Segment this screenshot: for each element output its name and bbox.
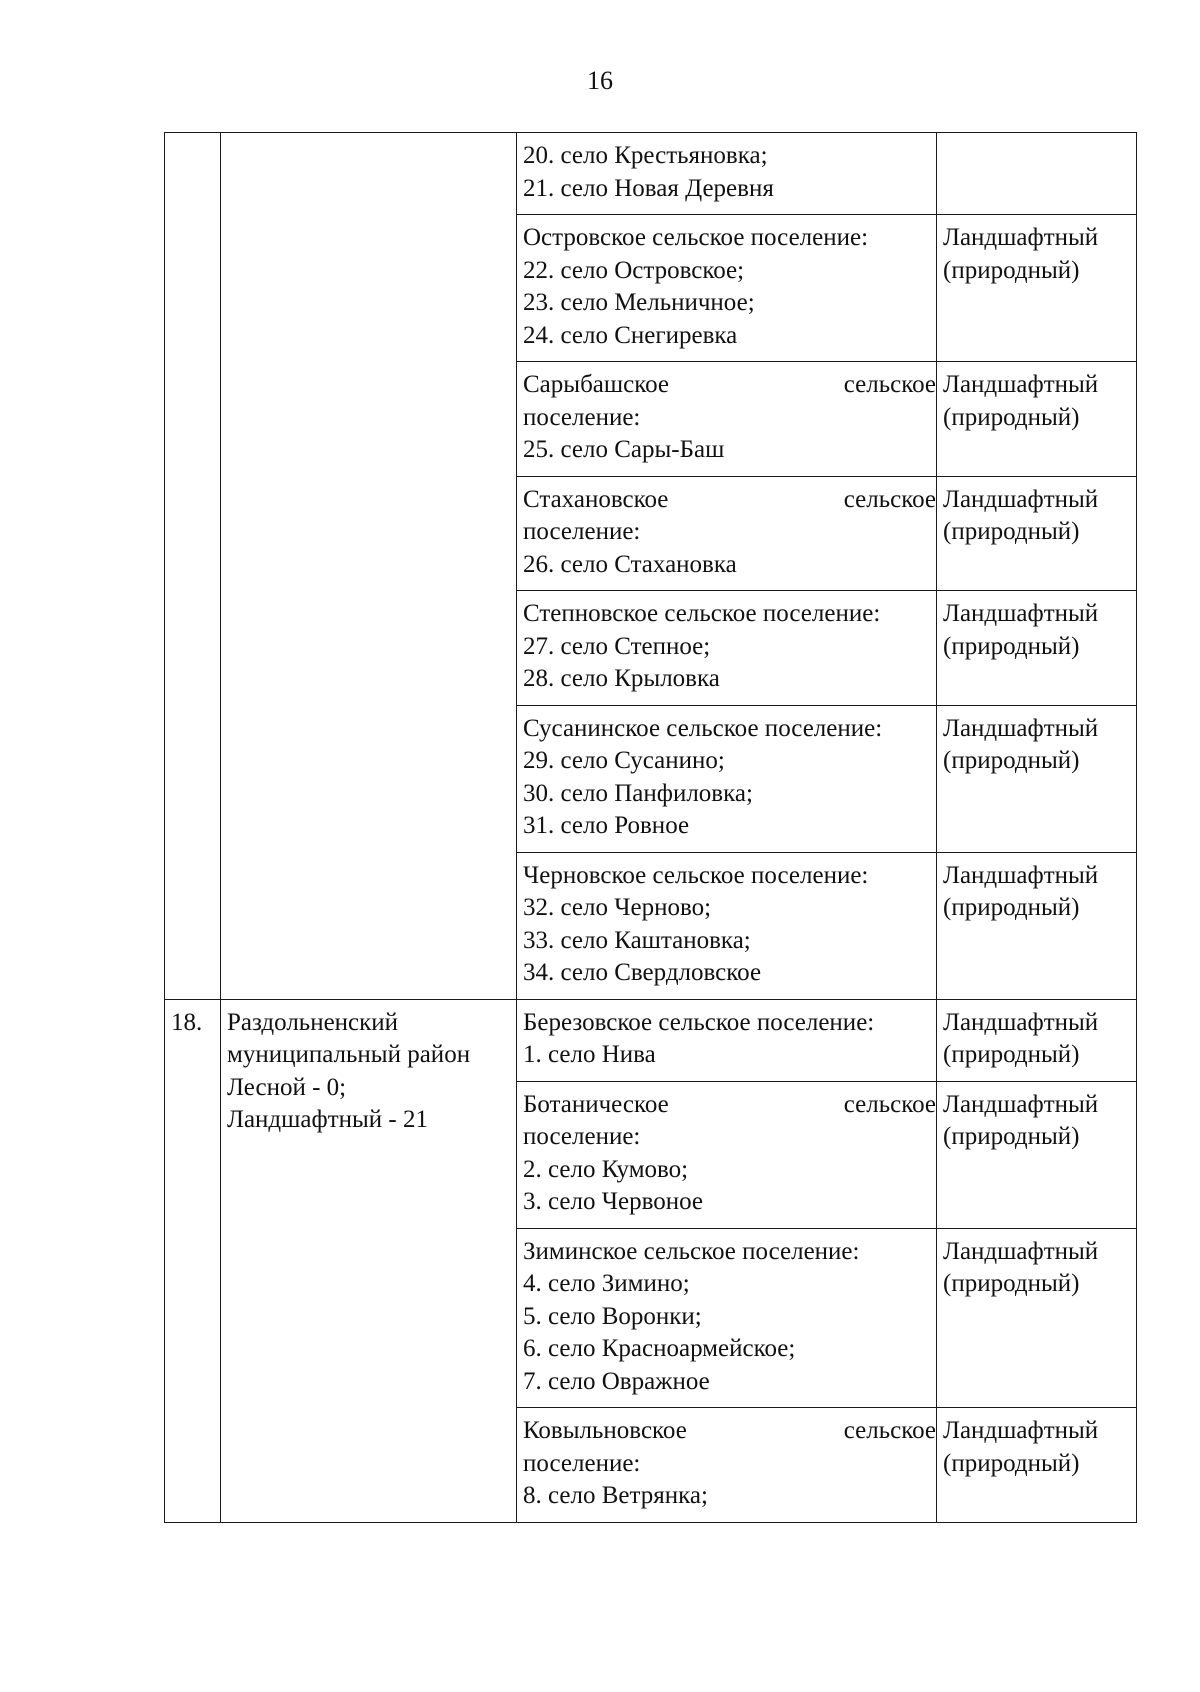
village-line: 31. село Ровное [523, 812, 690, 839]
type-cell [937, 1228, 1137, 1408]
settlement-header-cont: поселение: [523, 1123, 641, 1150]
type-cell [937, 999, 1137, 1081]
type-cell [937, 215, 1137, 362]
type-cell [937, 1408, 1137, 1523]
type-label-sub: (природный) [943, 256, 1080, 284]
type-cell [937, 705, 1137, 852]
village-line: 27. село Степное; [523, 632, 711, 660]
village-line: 4. село Зимино; [523, 1270, 690, 1297]
village-line: 8. село Ветрянка; [523, 1482, 708, 1509]
type-cell [937, 1081, 1137, 1228]
type-cell [937, 852, 1137, 999]
village-line: 20. село Крестьяновка; [523, 142, 768, 169]
settlement-cell [517, 1228, 937, 1408]
type-label-sub: (природный) [943, 632, 1080, 660]
settlement-header: Березовское сельское поселение: [523, 1008, 875, 1036]
settlement-header: Зиминское сельское поселение: [523, 1237, 860, 1265]
type-label: Ландшафтный [943, 485, 1099, 513]
type-label-sub: (природный) [943, 1123, 1080, 1150]
type-label-sub: (природный) [943, 1449, 1080, 1477]
type-label: Ландшафтный [943, 714, 1099, 742]
settlement-header [523, 1415, 936, 1448]
type-label-sub: (природный) [943, 518, 1080, 545]
settlement-header-cont: поселение: [523, 518, 641, 545]
village-line: 7. село Овражное [523, 1367, 710, 1395]
settlement-cell [517, 1081, 937, 1228]
settlement-header-word: сельское [843, 1417, 936, 1444]
type-label: Ландшафтный [943, 224, 1099, 251]
settlement-header [523, 484, 936, 517]
settlement-header-word: сельское [843, 485, 936, 513]
type-label-sub: (природный) [943, 894, 1080, 921]
type-label-sub: (природный) [943, 747, 1080, 774]
settlement-header-word: Ковыльновское [523, 1417, 687, 1444]
type-label: Ландшафтный [943, 600, 1099, 627]
settlement-header-word: сельское [843, 1090, 936, 1118]
type-label: Ландшафтный [943, 371, 1099, 398]
village-line: 1. село Нива [523, 1041, 656, 1068]
district-name: Раздольненский [227, 1008, 399, 1036]
village-line: 33. село Каштановка; [523, 926, 751, 954]
settlement-header [523, 1089, 936, 1122]
village-line: 6. село Красноармейское; [523, 1335, 796, 1362]
settlement-header: Сусанинское сельское поселение: [523, 714, 883, 742]
type-label: Ландшафтный [943, 1090, 1099, 1118]
village-line: 23. село Мельничное; [523, 289, 755, 316]
settlement-header-word: сельское [843, 371, 936, 398]
type-cell [937, 591, 1137, 706]
settlement-header-word: Ботаническое [523, 1090, 669, 1118]
type-cell [937, 133, 1137, 215]
district-number: 18. [171, 1008, 203, 1036]
settlement-header-word: Сарыбашское [523, 371, 670, 398]
settlement-cell [517, 852, 937, 999]
village-line: 24. село Снегиревка [523, 321, 738, 349]
district-cell [221, 133, 517, 1000]
page-number: 16 [587, 66, 613, 95]
village-line: 21. село Новая Деревня [523, 174, 774, 202]
settlement-header: Островское сельское поселение: [523, 224, 869, 251]
village-line: 3. село Червоное [523, 1188, 703, 1215]
village-line: 22. село Островское; [523, 256, 745, 284]
village-line: 25. село Сары-Баш [523, 436, 725, 463]
type-label-sub: (природный) [943, 1041, 1080, 1068]
table-row [165, 133, 1137, 215]
district-forest-count: Лесной - 0; [227, 1073, 347, 1101]
settlement-header-cont: поселение: [523, 403, 641, 431]
type-label: Ландшафтный [943, 1417, 1099, 1444]
settlement-cell [517, 133, 937, 215]
village-line: 34. село Свердловское [523, 959, 762, 986]
type-label: Ландшафтный [943, 861, 1099, 889]
settlement-header-word: Стахановское [523, 485, 669, 513]
settlement-cell [517, 362, 937, 477]
table-row [165, 999, 1137, 1081]
settlements-table [164, 132, 1137, 1523]
village-line: 26. село Стахановка [523, 550, 737, 578]
settlement-cell [517, 591, 937, 706]
type-label: Ландшафтный [943, 1008, 1099, 1036]
settlement-cell [517, 215, 937, 362]
district-landscape-count: Ландшафтный - 21 [227, 1106, 429, 1133]
number-cell [165, 999, 221, 1522]
village-line: 32. село Черново; [523, 894, 712, 921]
district-name-cont: муниципальный район [227, 1041, 471, 1068]
village-line: 28. село Крыловка [523, 665, 720, 692]
village-line: 5. село Воронки; [523, 1302, 702, 1330]
settlement-header [523, 369, 936, 402]
settlement-cell [517, 705, 937, 852]
type-label-sub: (природный) [943, 1270, 1080, 1297]
settlement-header-cont: поселение: [523, 1449, 641, 1477]
village-line: 30. село Панфиловка; [523, 779, 753, 807]
settlement-header: Черновское сельское поселение: [523, 861, 869, 889]
settlement-cell [517, 999, 937, 1081]
type-cell [937, 362, 1137, 477]
settlement-cell [517, 1408, 937, 1523]
settlement-cell [517, 476, 937, 591]
district-cell [221, 999, 517, 1522]
village-line: 29. село Сусанино; [523, 747, 725, 774]
type-label-sub: (природный) [943, 403, 1080, 431]
settlement-header: Степновское сельское поселение: [523, 600, 881, 627]
number-cell [165, 133, 221, 1000]
type-cell [937, 476, 1137, 591]
village-line: 2. село Кумово; [523, 1155, 689, 1183]
type-label: Ландшафтный [943, 1237, 1099, 1265]
